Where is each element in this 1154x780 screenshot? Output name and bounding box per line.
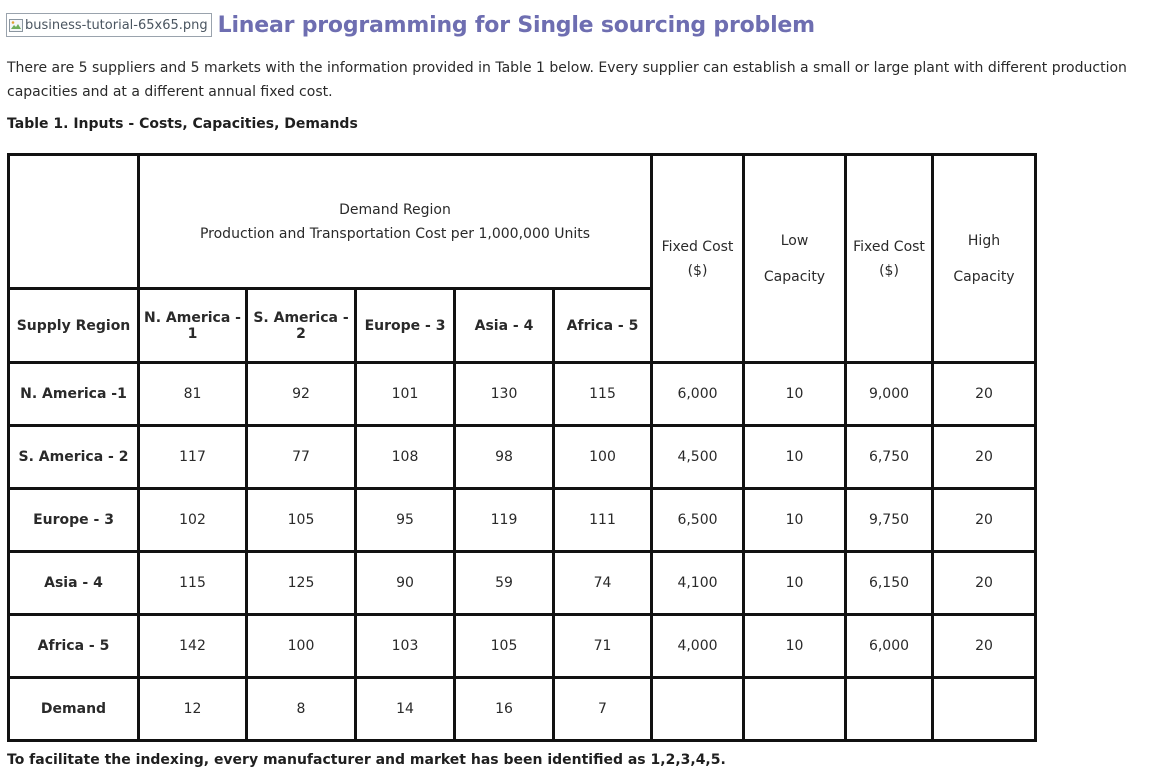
- fixed-cost-low-cell: 4,100: [652, 552, 744, 615]
- fixed-cost-low-unit: ($): [687, 262, 708, 279]
- empty-cell: [933, 678, 1036, 741]
- cost-cell: 115: [554, 363, 652, 426]
- cost-cell: 105: [247, 489, 356, 552]
- fixed-cost-high-cell: 9,750: [846, 489, 933, 552]
- demand-row-label: Demand: [9, 678, 139, 741]
- high-capacity-cell: 20: [933, 489, 1036, 552]
- cost-cell: 119: [455, 489, 554, 552]
- empty-cell: [846, 678, 933, 741]
- cost-cell: 142: [139, 615, 247, 678]
- supply-row-label: S. America - 2: [9, 426, 139, 489]
- fixed-cost-low-cell: 4,000: [652, 615, 744, 678]
- cost-cell: 81: [139, 363, 247, 426]
- market-header: Africa - 5: [554, 289, 652, 363]
- table-row: [9, 489, 1036, 552]
- fixed-cost-high-label: Fixed Cost: [853, 238, 925, 255]
- high-capacity-cell: 20: [933, 426, 1036, 489]
- market-header: N. America - 1: [139, 289, 247, 363]
- market-header: S. America - 2: [247, 289, 356, 363]
- cost-cell: 100: [554, 426, 652, 489]
- cost-cell: 98: [455, 426, 554, 489]
- demand-region-subtitle: Production and Transportation Cost per 1,000,000 Units: [199, 225, 591, 242]
- cost-cell: 59: [455, 552, 554, 615]
- table-row: [9, 552, 1036, 615]
- supply-row-label: N. America -1: [9, 363, 139, 426]
- high-capacity-label-1: High: [967, 232, 1001, 249]
- supply-row-label: Europe - 3: [9, 489, 139, 552]
- low-capacity-header: [744, 155, 846, 363]
- intro-paragraph: There are 5 suppliers and 5 markets with the information provided in Table 1 below. Every supplier can establish a small or large plant with different production capacities and at a different annual fixed cost.: [7, 60, 1127, 100]
- table-caption: Table 1. Inputs - Costs, Capacities, Demands: [7, 116, 358, 132]
- cost-cell: 103: [356, 615, 455, 678]
- demand-cell: 12: [139, 678, 247, 741]
- footer-note: To facilitate the indexing, every manufacturer and market has been identified as 1,2,3,4,5.: [7, 752, 726, 768]
- market-header: Asia - 4: [455, 289, 554, 363]
- fixed-cost-low-header: [652, 155, 744, 363]
- cost-cell: 130: [455, 363, 554, 426]
- demand-cell: 7: [554, 678, 652, 741]
- high-capacity-cell: 20: [933, 552, 1036, 615]
- fixed-cost-high-cell: 6,750: [846, 426, 933, 489]
- demand-region-header: [139, 155, 652, 289]
- supply-row-label: Asia - 4: [9, 552, 139, 615]
- fixed-cost-low-cell: 6,000: [652, 363, 744, 426]
- cost-cell: 77: [247, 426, 356, 489]
- page-title: Linear programming for Single sourcing problem: [217, 12, 815, 38]
- cost-cell: 125: [247, 552, 356, 615]
- fixed-cost-low-label: Fixed Cost: [661, 238, 734, 255]
- high-capacity-label-2: Capacity: [953, 268, 1015, 285]
- cost-cell: 102: [139, 489, 247, 552]
- cost-cell: 100: [247, 615, 356, 678]
- demand-cell: 14: [356, 678, 455, 741]
- market-header: Europe - 3: [356, 289, 455, 363]
- header-empty-cell: [9, 155, 139, 289]
- table-row: [9, 363, 1036, 426]
- fixed-cost-high-unit: ($): [879, 262, 899, 279]
- fixed-cost-high-cell: 6,000: [846, 615, 933, 678]
- low-capacity-cell: 10: [744, 363, 846, 426]
- broken-image-icon: [9, 19, 23, 32]
- cost-cell: 117: [139, 426, 247, 489]
- cost-cell: 90: [356, 552, 455, 615]
- fixed-cost-high-cell: 9,000: [846, 363, 933, 426]
- fixed-cost-low-cell: 6,500: [652, 489, 744, 552]
- cost-cell: 108: [356, 426, 455, 489]
- cost-cell: 74: [554, 552, 652, 615]
- cost-cell: 115: [139, 552, 247, 615]
- high-capacity-cell: 20: [933, 363, 1036, 426]
- empty-cell: [744, 678, 846, 741]
- table-row: [9, 615, 1036, 678]
- demand-region-title: Demand Region: [339, 201, 451, 218]
- supply-row-label: Africa - 5: [9, 615, 139, 678]
- low-capacity-label-1: Low: [780, 232, 809, 249]
- fixed-cost-low-cell: 4,500: [652, 426, 744, 489]
- demand-cell: 16: [455, 678, 554, 741]
- high-capacity-cell: 20: [933, 615, 1036, 678]
- cost-cell: 92: [247, 363, 356, 426]
- cost-cell: 101: [356, 363, 455, 426]
- low-capacity-cell: 10: [744, 426, 846, 489]
- low-capacity-cell: 10: [744, 615, 846, 678]
- empty-cell: [652, 678, 744, 741]
- broken-image-placeholder: [6, 13, 212, 37]
- cost-cell: 105: [455, 615, 554, 678]
- low-capacity-cell: 10: [744, 552, 846, 615]
- demand-row: [9, 678, 1036, 741]
- cost-cell: 71: [554, 615, 652, 678]
- high-capacity-header: [933, 155, 1036, 363]
- fixed-cost-high-header: [846, 155, 933, 363]
- low-capacity-label-2: Capacity: [763, 268, 826, 285]
- inputs-table: [7, 153, 1037, 742]
- page-header: [6, 10, 815, 40]
- cost-cell: 111: [554, 489, 652, 552]
- cost-cell: 95: [356, 489, 455, 552]
- low-capacity-cell: 10: [744, 489, 846, 552]
- table-row: [9, 426, 1036, 489]
- demand-cell: 8: [247, 678, 356, 741]
- fixed-cost-high-cell: 6,150: [846, 552, 933, 615]
- broken-image-alt-text: business-tutorial-65x65.png: [25, 17, 208, 33]
- supply-region-label: Supply Region: [9, 289, 139, 363]
